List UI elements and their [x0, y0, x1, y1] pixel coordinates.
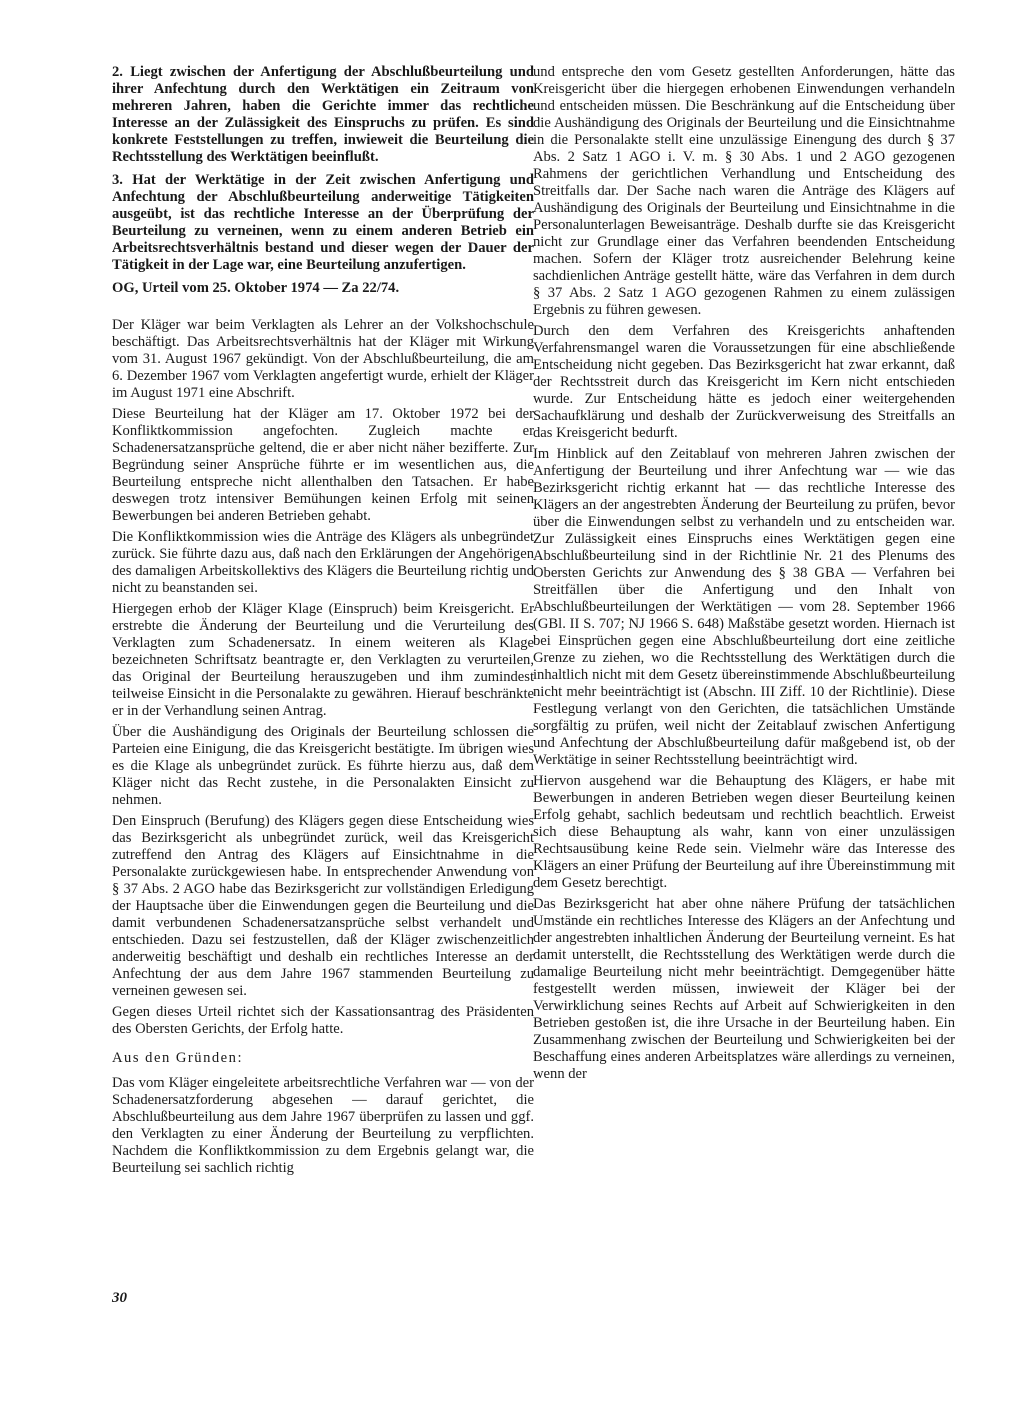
right-paragraph: Im Hinblick auf den Zeitablauf von mehreren Jahren zwischen der Anfertigung der Beurteilung und ihrer Anfechtung war — wie das Bezirksgericht richtig erkannt hat — das rechtliche Interesse des Klägers an der angestrebten Änderung der Beurteilung zu prüfen, bevor über die Einwendungen selbst zu verhandeln und zu entscheiden war. Zur Zulässigkeit eines Einspruchs eines Werktätigen gegen eine Abschlußbeurteilung sind in der Richtlinie Nr. 21 des Plenums des Obersten Gerichts zur Anwendung des § 38 GBA — Verfahren bei Streitfällen über die Anfertigung und den Inhalt von Abschlußbeurteilungen der Werktätigen — vom 28. September 1966 (GBl. II S. 707; NJ 1966 S. 648) Maßstäbe gesetzt worden. Hiernach ist bei Einsprüchen gegen eine Abschlußbeurteilung dort eine zeitliche Grenze zu ziehen, wo die Rechtsstellung des Werktätigen durch die inhaltlich nicht mit dem Gesetz übereinstimmende Abschlußbeurteilung nicht mehr beeinträchtigt ist (Abschn. III Ziff. 10 der Richtlinie). Diese Festlegung verlangt von den Gerichten, die tatsächlichen Umstände sorgfältig zu prüfen, weil nicht der Zeitablauf zwischen Anfertigung und Anfechtung der Abschlußbeurteilung dafür maßgebend ist, ob der Werktätige in seiner Rechtsstellung beeinträchtigt wird. [533, 446, 955, 768]
headnote-point-3: 3. Hat der Werktätige in der Zeit zwischen Anfertigung und Anfechtung der Abschlußbeurteilung anderweitige Tätigkeiten ausgeübt, ist das rechtliche Interesse an der Überprüfung der Beurteilung zu verneinen, wenn zu einem anderen Betrieb ein Arbeitsrechtsverhältnis bestand und dieser wegen der Dauer der Tätigkeit in der Lage war, eine Beurteilung anzufertigen. [112, 172, 534, 273]
section-heading: Aus den Gründen: [112, 1050, 244, 1066]
right-paragraph: und entspreche den vom Gesetz gestellten Anforderungen, hätte das Kreisgericht über die hiergegen erhobenen Einwendungen verhandeln und entscheiden müssen. Die Beschränkung auf die Entscheidung über die Aushändigung des Originals der Beurteilung und die Einsichtnahme in die Personalakte stellt eine unzulässige Einengung des durch § 37 Abs. 2 Satz 1 AGO i. V. m. § 30 Abs. 1 und 2 AGO gezogenen Rahmens der gerichtlichen Verhandlung und Entscheidung des Streitfalls dar. Der Sache nach waren die Anträge des Klägers auf Aushändigung des Originals der Beurteilung und Einsichtnahme in die Personalunterlagen Beweisanträge. Deshalb durfte sie das Kreisgericht nicht zur Grundlage einer das Verfahren beendenden Entscheidung machen. Sofern der Kläger trotz ausreichender Belehrung keine sachdienlichen Anträge gestellt hätte, wäre das Verfahren in dem durch § 37 Abs. 2 Satz 1 AGO gezogenen Rahmen zu einem zulässigen Ergebnis zu führen gewesen. [533, 64, 955, 318]
right-column [533, 64, 955, 1087]
court-citation: OG, Urteil vom 25. Oktober 1974 — Za 22/74. [112, 280, 400, 296]
left-paragraph: Über die Aushändigung des Originals der Beurteilung schlossen die Parteien eine Einigung, die das Kreisgericht bestätigte. Im übrigen wies es die Klage als unbegründet zurück. Es führte hierzu aus, daß dem Kläger nicht das Recht zustehe, in die Personalakten Einsicht zu nehmen. [112, 724, 534, 808]
left-paragraph: Die Konfliktkommission wies die Anträge des Klägers als unbegründet zurück. Sie führte dazu aus, daß nach den Erklärungen der Angehörigen des damaligen Arbeitskollektivs des Klägers die Beurteilung richtig und nicht zu beanstanden sei. [112, 529, 534, 596]
headnote [112, 64, 534, 274]
page-number: 30 [112, 1290, 127, 1306]
left-paragraph: Gegen dieses Urteil richtet sich der Kassationsantrag des Präsidenten des Obersten Gerichts, der Erfolg hatte. [112, 1004, 534, 1037]
left-paragraph: Hiergegen erhob der Kläger Klage (Einspruch) beim Kreisgericht. Er erstrebte die Änderung der Beurteilung und die Verurteilung des Verklagten zum Schadenersatz. In einem weiteren als Klage bezeichneten Schriftsatz beantragte er, den Verklagten zu verurteilen, das Original der Beurteilung herauszugeben und ihm zumindest teilweise Einsicht in die Personalakte zu gewähren. Hierauf beschränkte er in der Verhandlung seinen Antrag. [112, 601, 534, 719]
right-paragraph: Durch den dem Verfahren des Kreisgerichts anhaftenden Verfahrensmangel waren die Voraussetzungen für eine abschließende Entscheidung nicht gegeben. Das Bezirksgericht hat zwar erkannt, daß der Rechtsstreit durch das Kreisgericht im Kern nicht entschieden wurde. Zur Entscheidung hätte es jedoch einer weitergehenden Sachaufklärung und deshalb der Zurückverweisung des Streitfalls an das Kreisgericht bedurft. [533, 323, 955, 441]
right-paragraph: Das Bezirksgericht hat aber ohne nähere Prüfung der tatsächlichen Umstände ein rechtliches Interesse des Klägers an der Anfechtung und der angestrebten inhaltlichen Änderung der Beurteilung verneint. Es hat damit unterstellt, die Rechtsstellung des Werktätigen werde durch die damalige Beurteilung nicht mehr beeinträchtigt. Demgegenüber hätte festgestellt werden müssen, inwieweit der Kläger bei der Verwirklichung seines Rechts auf Arbeit auf Schwierigkeiten in den Betrieben gestoßen ist, die ihre Ursache in der Beurteilung haben. Ein Zusammenhang zwischen der Beurteilung und Schwierigkeiten bei der Beschaffung eines anderen Arbeitsplatzes wäre allerdings zu verneinen, wenn der [533, 896, 955, 1082]
left-paragraph: Den Einspruch (Berufung) des Klägers gegen diese Entscheidung wies das Bezirksgericht als unbegründet zurück, weil das Kreisgericht zutreffend den Antrag des Klägers auf Einsichtnahme in die Personalakte zurückgewiesen habe. In entsprechender Anwendung von § 37 Abs. 2 AGO habe das Bezirksgericht zur vollständigen Erledigung der Hauptsache über die Einwendungen gegen die Beurteilung und die damit verbundenen Schadenersatzansprüche selbst verhandelt und entschieden. Dazu sei festzustellen, daß der Kläger zwischenzeitlich anderweitig beschäftigt und deshalb ein rechtliches Interesse an der Anfechtung der aus dem Jahre 1967 stammenden Beurteilung zu verneinen gewesen sei. [112, 813, 534, 999]
right-paragraph: Hiervon ausgehend war die Behauptung des Klägers, er habe mit Bewerbungen in anderen Betrieben wegen dieser Beurteilung keinen Erfolg gehabt, sachlich bedeutsam und rechtlich beachtlich. Erweist sich diese Behauptung als wahr, kann von einer unzulässigen Rechtsausübung keine Rede sein. Vielmehr wäre das Interesse des Klägers an einer Prüfung der Beurteilung auf ihre Übereinstimmung mit dem Gesetz berechtigt. [533, 773, 955, 891]
left-paragraph: Diese Beurteilung hat der Kläger am 17. Oktober 1972 bei der Konfliktkommission angefochten. Zugleich machte er Schadenersatzansprüche geltend, die er aber nicht näher bezifferte. Zur Begründung seiner Ansprüche führte er im wesentlichen aus, die Beurteilung entspreche nicht allenthalben den Tatsachen. Er habe deswegen trotz intensiver Bemühungen keinen Erfolg mit seinen Bewerbungen bei anderen Betrieben gehabt. [112, 406, 534, 524]
left-column [112, 64, 534, 1181]
left-paragraph: Der Kläger war beim Verklagten als Lehrer an der Volkshochschule beschäftigt. Das Arbeitsrechtsverhältnis hat der Kläger mit Wirkung vom 31. August 1967 gekündigt. Von der Abschlußbeurteilung, die am 6. Dezember 1967 vom Verklagten angefertigt wurde, erhielt der Kläger im August 1971 eine Abschrift. [112, 317, 534, 401]
left-paragraph: Das vom Kläger eingeleitete arbeitsrechtliche Verfahren war — von der Schadenersatzforderung abgesehen — darauf gerichtet, die Abschlußbeurteilung aus dem Jahre 1967 überprüfen zu lassen und ggf. den Verklagten zu einer Änderung der Beurteilung zu verpflichten. Nachdem die Konfliktkommission zu dem Ergebnis gelangt war, die Beurteilung sei sachlich richtig [112, 1075, 534, 1176]
headnote-point-2: 2. Liegt zwischen der Anfertigung der Abschlußbeurteilung und ihrer Anfechtung durch den Werktätigen ein Zeitraum von mehreren Jahren, haben die Gerichte immer das rechtliche Interesse an der Zulässigkeit des Einspruchs zu prüfen. Es sind konkrete Feststellungen zu treffen, inwieweit die Beurteilung die Rechtsstellung des Werktätigen beeinflußt. [112, 64, 534, 165]
